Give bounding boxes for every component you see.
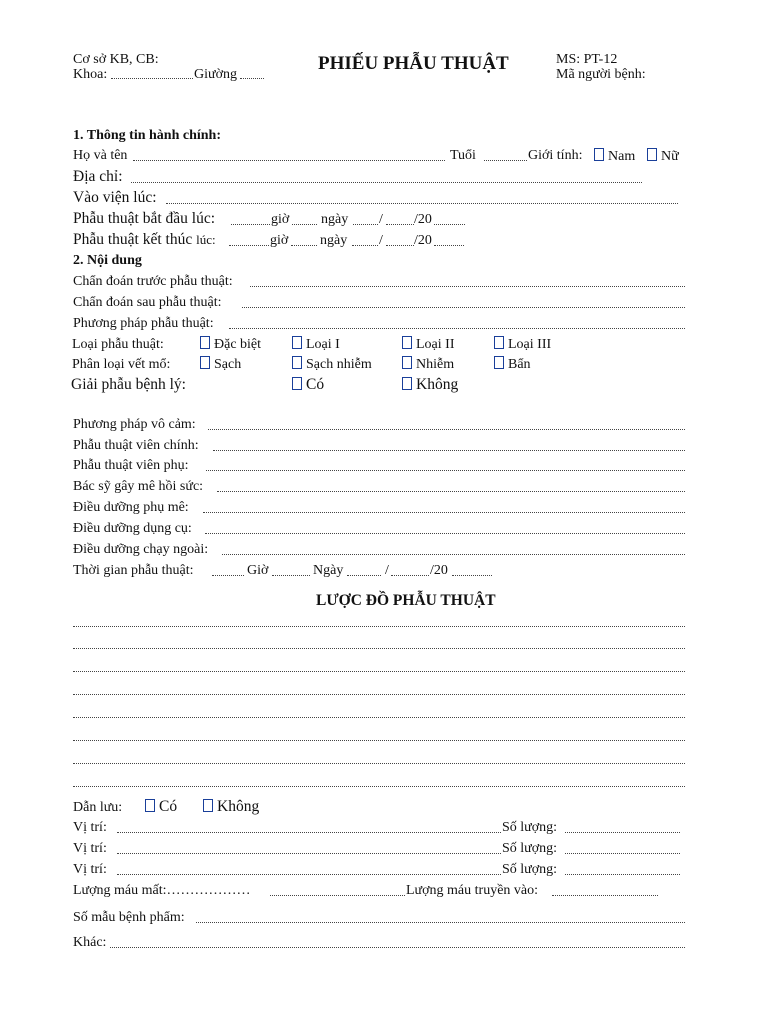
wound-contaminated-label: Nhiễm	[416, 357, 455, 372]
department-label: Khoa:	[73, 67, 108, 82]
start-year-field[interactable]	[434, 224, 465, 225]
quantity-label: Số lượng:	[502, 820, 558, 835]
end-year-field[interactable]	[434, 245, 464, 246]
age-label: Tuổi	[450, 148, 476, 163]
nurse-instr-field[interactable]	[205, 533, 685, 534]
checkbox-icon[interactable]	[647, 148, 657, 161]
position-field[interactable]	[117, 853, 501, 854]
surgery-class-1[interactable]	[292, 336, 340, 353]
end-label-b: lúc:	[196, 232, 216, 247]
department-field[interactable]	[111, 78, 193, 79]
duration-label: Thời gian phẫu thuật:	[73, 563, 194, 578]
specimens-label: Số mẫu bệnh phẩm:	[73, 910, 185, 925]
duration-year-field[interactable]	[452, 575, 492, 576]
start-year-label: /20	[414, 212, 432, 227]
gender-female-label: Nữ	[661, 149, 679, 164]
checkbox-icon[interactable]	[402, 336, 412, 349]
gender-female[interactable]	[647, 148, 679, 165]
quantity-field[interactable]	[565, 832, 680, 833]
dx-after-label: Chẩn đoán sau phẫu thuật:	[73, 295, 222, 310]
surgery-class-3[interactable]	[494, 336, 551, 353]
diagram-line[interactable]	[73, 648, 685, 649]
end-gap[interactable]	[291, 245, 317, 246]
form-code: MS: PT-12	[556, 52, 618, 67]
dx-before-label: Chẩn đoán trước phẫu thuật:	[73, 274, 233, 289]
diagram-line[interactable]	[73, 786, 685, 787]
nurse-circ-label: Điều dưỡng chạy ngoài:	[73, 542, 209, 557]
end-day-field[interactable]	[352, 245, 378, 246]
position-label: Vị trí:	[73, 820, 107, 835]
gender-male-label: Nam	[608, 149, 636, 164]
pathology-yes[interactable]	[292, 377, 324, 393]
pathology-no-label: Không	[416, 376, 459, 393]
surgery-class-special[interactable]	[200, 336, 261, 353]
nurse-circ-field[interactable]	[222, 554, 685, 555]
diagram-heading: LƯỢC ĐỒ PHẪU THUẬT	[316, 592, 496, 609]
end-label-a: Phẫu thuật kết thúc	[73, 231, 193, 248]
name-label: Họ và tên	[73, 148, 128, 163]
name-field[interactable]	[133, 160, 445, 161]
age-field[interactable]	[484, 160, 527, 161]
end-year-label: /20	[414, 233, 432, 248]
anesthesiologist-field[interactable]	[217, 491, 685, 492]
facility-label: Cơ sở KB, CB:	[73, 52, 159, 67]
end-month-field[interactable]	[386, 245, 414, 246]
checkbox-icon[interactable]	[402, 356, 412, 369]
anesthesia-label: Phương pháp vô cảm:	[73, 417, 196, 432]
dx-after-field[interactable]	[242, 307, 685, 308]
anesthesiologist-label: Bác sỹ gây mê hồi sức:	[73, 479, 204, 494]
diagram-line[interactable]	[73, 671, 685, 672]
wound-contaminated[interactable]	[402, 356, 454, 373]
surgery-class-special-label: Đặc biệt	[214, 337, 262, 352]
checkbox-icon[interactable]	[203, 799, 213, 812]
drainage-yes-label: Có	[159, 798, 178, 815]
duration-hour-label: Giờ	[247, 563, 269, 578]
assistant-field[interactable]	[206, 470, 685, 471]
position-label: Vị trí:	[73, 841, 107, 856]
position-label: Vị trí:	[73, 862, 107, 877]
surgery-class-3-label: Loại III	[508, 337, 552, 352]
start-day-label: ngày	[321, 212, 349, 227]
drainage-no-label: Không	[217, 798, 260, 815]
checkbox-icon[interactable]	[145, 799, 155, 812]
method-field[interactable]	[229, 328, 685, 329]
position-field[interactable]	[117, 832, 501, 833]
diagram-line[interactable]	[73, 740, 685, 741]
start-month-field[interactable]	[386, 224, 414, 225]
end-day-label: ngày	[320, 233, 348, 248]
quantity-field[interactable]	[565, 853, 680, 854]
surgery-class-2-label: Loại II	[416, 337, 455, 352]
position-field[interactable]	[117, 874, 501, 875]
end-label	[73, 232, 216, 248]
other-field[interactable]	[110, 947, 685, 948]
diagram-line[interactable]	[73, 717, 685, 718]
checkbox-icon[interactable]	[494, 336, 504, 349]
dx-before-field[interactable]	[250, 286, 685, 287]
start-hour-field[interactable]	[231, 224, 270, 225]
other-label: Khác:	[73, 935, 107, 950]
duration-hour-field[interactable]	[212, 575, 244, 576]
checkbox-icon[interactable]	[200, 336, 210, 349]
address-label: Địa chỉ:	[73, 168, 123, 185]
blood-loss-label	[73, 883, 251, 899]
nurse-anes-label: Điều dưỡng phụ mê:	[73, 500, 189, 515]
section1-heading: 1. Thông tin hành chính:	[73, 128, 221, 143]
bed-label: Giường	[194, 67, 237, 82]
anesthesia-field[interactable]	[208, 429, 685, 430]
wound-dirty[interactable]	[494, 356, 531, 373]
blood-loss-field[interactable]	[270, 895, 405, 896]
assistant-label: Phẫu thuật viên phụ:	[73, 458, 189, 473]
duration-slash: /	[385, 563, 389, 578]
wound-clean-label: Sạch	[214, 357, 242, 372]
wound-clean[interactable]	[200, 356, 241, 373]
admitted-field[interactable]	[166, 203, 678, 204]
drainage-label: Dẫn lưu:	[73, 800, 123, 815]
gender-label: Giới tính:	[528, 148, 583, 163]
duration-year-label: /20	[430, 563, 448, 578]
duration-day-field[interactable]	[347, 575, 381, 576]
wound-class-label: Phân loại vết mổ:	[72, 357, 171, 372]
wound-dirty-label: Bẩn	[508, 357, 531, 372]
start-label: Phẫu thuật bắt đầu lúc:	[73, 210, 216, 227]
specimens-field[interactable]	[196, 922, 685, 923]
transfused-label: Lượng máu truyền vào:	[406, 883, 539, 898]
admitted-label: Vào viện lúc:	[73, 189, 157, 206]
page-title: PHIẾU PHẪU THUẬT	[318, 53, 509, 74]
checkbox-icon[interactable]	[402, 377, 412, 390]
nurse-anes-field[interactable]	[203, 512, 685, 513]
wound-clean-contaminated[interactable]	[292, 356, 372, 373]
duration-day-label: Ngày	[313, 563, 344, 578]
surgeon-label: Phẫu thuật viên chính:	[73, 438, 199, 453]
duration-month-field[interactable]	[391, 575, 429, 576]
quantity-label: Số lượng:	[502, 841, 558, 856]
diagram-line[interactable]	[73, 694, 685, 695]
pathology-no[interactable]	[402, 377, 458, 393]
gender-male[interactable]	[594, 148, 635, 165]
start-slash: /	[379, 212, 383, 227]
surgery-class-1-label: Loại I	[306, 337, 340, 352]
method-label: Phương pháp phẫu thuật:	[73, 316, 214, 331]
drainage-yes[interactable]	[145, 799, 177, 815]
wound-clean-contaminated-label: Sạch nhiễm	[306, 357, 372, 372]
start-hour-label: giờ	[271, 212, 290, 227]
pathology-yes-label: Có	[306, 376, 325, 393]
surgeon-field[interactable]	[213, 450, 685, 451]
end-hour-field[interactable]	[229, 245, 269, 246]
checkbox-icon[interactable]	[594, 148, 604, 161]
quantity-field[interactable]	[565, 874, 680, 875]
nurse-instr-label: Điều dưỡng dụng cụ:	[73, 521, 192, 536]
pathology-label: Giải phẫu bệnh lý:	[71, 376, 186, 393]
checkbox-icon[interactable]	[200, 356, 210, 369]
patient-id-label: Mã người bệnh:	[556, 67, 646, 82]
bed-field[interactable]	[240, 78, 264, 79]
start-day-field[interactable]	[353, 224, 378, 225]
end-hour-label: giờ	[270, 233, 289, 248]
surgery-class-2[interactable]	[402, 336, 454, 353]
blood-loss-text: Lượng máu mất:	[73, 883, 167, 898]
start-gap[interactable]	[292, 224, 317, 225]
diagram-line[interactable]	[73, 626, 685, 627]
checkbox-icon[interactable]	[292, 336, 302, 349]
blood-loss-dots: ………………	[166, 883, 251, 898]
diagram-line[interactable]	[73, 763, 685, 764]
checkbox-icon[interactable]	[292, 377, 302, 390]
checkbox-icon[interactable]	[494, 356, 504, 369]
end-slash: /	[379, 233, 383, 248]
quantity-label: Số lượng:	[502, 862, 558, 877]
section2-heading: 2. Nội dung	[73, 253, 142, 268]
address-field[interactable]	[131, 182, 642, 183]
duration-gap[interactable]	[272, 575, 310, 576]
drainage-no[interactable]	[203, 799, 259, 815]
checkbox-icon[interactable]	[292, 356, 302, 369]
surgery-class-label: Loại phẫu thuật:	[72, 337, 164, 352]
transfused-field[interactable]	[552, 895, 658, 896]
